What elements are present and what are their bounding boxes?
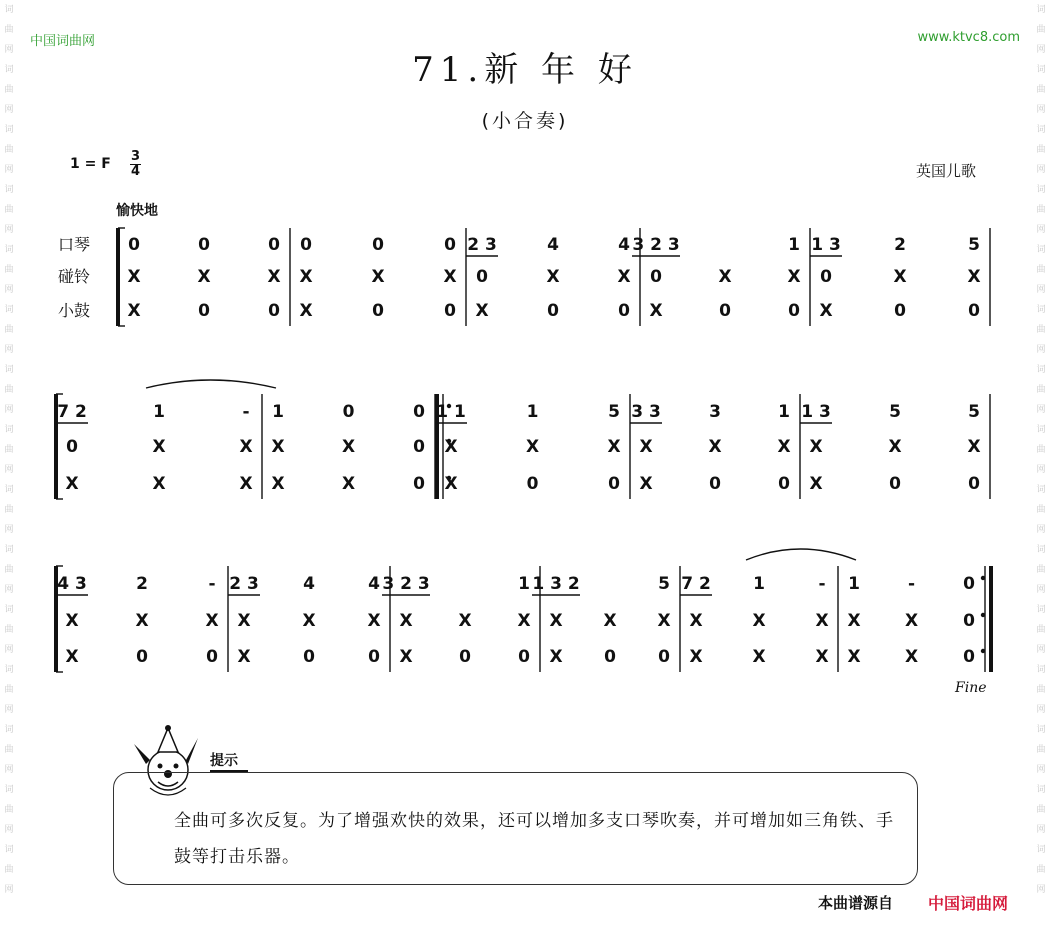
note: 0 (413, 474, 425, 494)
instrument-label-bells: 碰铃 (58, 267, 91, 286)
note: 0 (136, 647, 148, 667)
note: X (657, 611, 671, 631)
note: 5 (658, 574, 670, 594)
note: X (603, 611, 617, 631)
note: 3 2 3 (382, 574, 430, 594)
note: X (639, 474, 653, 494)
note: 0 (444, 301, 456, 321)
note: X (689, 647, 703, 667)
note: 0 (889, 474, 901, 494)
note: X (65, 474, 79, 494)
meter-bottom: 4 (130, 164, 141, 179)
note: 0 (198, 301, 210, 321)
note: X (239, 437, 253, 457)
side-watermark-right: 词 曲 网 词 曲 网 词 曲 网 词 曲 网 词 曲 网 词 曲 网 词 曲 网 词 曲 网 词 曲 网 词 曲 网 词 曲 网 词 曲 网 词 曲 网 词 曲 网 词 曲 网 (1036, 5, 1046, 895)
note: 0 (650, 267, 662, 287)
repeat-dot (981, 576, 985, 580)
note: 0 (476, 267, 488, 287)
note: 1 (272, 402, 284, 422)
note: 0 (518, 647, 530, 667)
note: 4 3 (57, 574, 87, 594)
note: 1 3 2 (532, 574, 580, 594)
note: 4 (547, 235, 559, 255)
note: X (399, 647, 413, 667)
note: X (617, 267, 631, 287)
note: 0 (968, 301, 980, 321)
note: X (239, 474, 253, 494)
note: X (549, 611, 563, 631)
note: 0 (604, 647, 616, 667)
note: 1 (778, 402, 790, 422)
note: X (237, 647, 251, 667)
note: 2 3 (467, 235, 497, 255)
note: X (904, 611, 919, 631)
note: X (639, 437, 653, 457)
note: 0 (968, 474, 980, 494)
note: 4 (303, 574, 315, 594)
note: 1 (848, 574, 860, 594)
note: 0 (894, 301, 906, 321)
note: X (197, 267, 211, 287)
note: X (135, 611, 149, 631)
note: 5 (608, 402, 620, 422)
note: 2 3 (229, 574, 259, 594)
note: 3 (709, 402, 721, 422)
note: X (607, 437, 621, 457)
note: X (893, 267, 907, 287)
note: X (127, 267, 141, 287)
repeat-dot (981, 649, 985, 653)
song-subtitle: (小合奏) (481, 110, 569, 132)
tempo-marking: 愉快地 (116, 203, 158, 219)
note: 0 (444, 235, 456, 255)
note: 5 (968, 235, 980, 255)
note: 7 2 (57, 402, 87, 422)
note: 0 (820, 267, 832, 287)
note: X (967, 437, 981, 457)
tip-label: 提示 (210, 750, 248, 773)
source-label: 本曲谱源自 (818, 894, 894, 912)
note: 0 (128, 235, 140, 255)
note: X (371, 267, 385, 287)
note: X (399, 611, 413, 631)
note: 3 2 3 (632, 235, 680, 255)
tip-box (113, 772, 918, 885)
note: X (458, 611, 472, 631)
note: - (242, 402, 250, 422)
note: X (718, 267, 732, 287)
note: X (127, 301, 141, 321)
note: 0 (778, 474, 790, 494)
note: X (815, 647, 829, 667)
note: 7 2 (681, 574, 711, 594)
note: 2 (136, 574, 148, 594)
note: X (475, 301, 489, 321)
note: X (689, 611, 703, 631)
meter-top: 3 (130, 149, 141, 164)
note: X (549, 647, 563, 667)
note: 0 (709, 474, 721, 494)
note: 0 (459, 647, 471, 667)
note: X (525, 437, 540, 457)
note: X (341, 437, 356, 457)
note: 1 (788, 235, 800, 255)
note: 0 (300, 235, 312, 255)
note: 0 (526, 474, 539, 494)
note: X (752, 611, 766, 631)
note: 0 (198, 235, 210, 255)
note: - (208, 574, 216, 594)
instrument-label-harmonica: 口琴 (58, 235, 91, 254)
note: X (302, 611, 316, 631)
note: X (847, 647, 861, 667)
note: X (809, 474, 823, 494)
note: 0 (618, 301, 630, 321)
note: X (787, 267, 801, 287)
note: 0 (268, 301, 280, 321)
note: X (152, 474, 166, 494)
song-title: 71.新 年 好 (412, 50, 638, 90)
note: 1 3 (811, 235, 841, 255)
note: X (444, 437, 458, 457)
note: 1 (153, 402, 165, 422)
note: X (819, 301, 833, 321)
note: X (267, 267, 281, 287)
note: - (818, 574, 826, 594)
composer: 英国儿歌 (915, 162, 976, 180)
note: - (907, 574, 916, 594)
note: X (649, 301, 663, 321)
note: 2 (894, 235, 906, 255)
note: X (65, 611, 79, 631)
note: 0 (206, 647, 218, 667)
note: 0 (368, 647, 380, 667)
note: 1 (526, 402, 539, 422)
note: 0 (608, 474, 620, 494)
note: X (237, 611, 251, 631)
note: X (777, 437, 791, 457)
note: 0 (342, 402, 355, 422)
note: 5 (889, 402, 901, 422)
slur (146, 380, 276, 388)
side-watermark-left: 词 曲 网 词 曲 网 词 曲 网 词 曲 网 词 曲 网 词 曲 网 词 曲 网 词 曲 网 词 曲 网 词 曲 网 词 曲 网 词 曲 网 词 曲 网 词 曲 网 词 曲 网 (4, 5, 14, 895)
note: 5 (968, 402, 980, 422)
note: 0 (963, 647, 975, 667)
note: X (65, 647, 79, 667)
site-url-right: www.ktvc8.com (917, 30, 1020, 45)
note: X (809, 437, 823, 457)
note: 0 (658, 647, 670, 667)
note: X (847, 611, 861, 631)
note: X (443, 267, 457, 287)
note: 0 (788, 301, 800, 321)
note: X (271, 474, 285, 494)
note: X (517, 611, 531, 631)
source-site: 中国词曲网 (928, 894, 1009, 913)
note: 1 3 (801, 402, 831, 422)
note: 0 (66, 437, 78, 457)
site-name-left: 中国词曲网 (30, 34, 96, 49)
tip-text: 全曲可多次反复。为了增强欢快的效果，还可以增加多支口琴吹奏，并可增加如三角铁、手鼓等打击乐器。 (174, 811, 894, 867)
note: X (299, 301, 313, 321)
note: X (271, 437, 285, 457)
note: 0 (547, 301, 559, 321)
note: 0 (963, 574, 975, 594)
note: X (708, 437, 722, 457)
note: X (367, 611, 381, 631)
note: 0 (372, 235, 384, 255)
note: X (444, 474, 458, 494)
note: X (205, 611, 219, 631)
slur (746, 549, 856, 560)
note: X (152, 437, 166, 457)
note: X (967, 267, 981, 287)
note: 1 1 (436, 402, 466, 422)
note: 4 (618, 235, 630, 255)
note: X (299, 267, 313, 287)
note: 0 (719, 301, 731, 321)
instrument-label-drum: 小鼓 (58, 301, 91, 320)
fine-marking: Fine (955, 680, 987, 696)
repeat-dot (981, 613, 985, 617)
note: 4 (368, 574, 380, 594)
note: 0 (268, 235, 280, 255)
note: 1 (753, 574, 765, 594)
note: 1 (518, 574, 530, 594)
note: X (546, 267, 560, 287)
note: X (752, 647, 766, 667)
note: X (815, 611, 829, 631)
note: 0 (303, 647, 315, 667)
note: 0 (413, 437, 425, 457)
note: 0 (372, 301, 384, 321)
note: 0 (413, 402, 425, 422)
note: 3 3 (631, 402, 661, 422)
note: X (904, 647, 919, 667)
note: 0 (963, 611, 975, 631)
note: X (888, 437, 902, 457)
note: X (341, 474, 356, 494)
key-signature: 1 = F (70, 156, 111, 172)
